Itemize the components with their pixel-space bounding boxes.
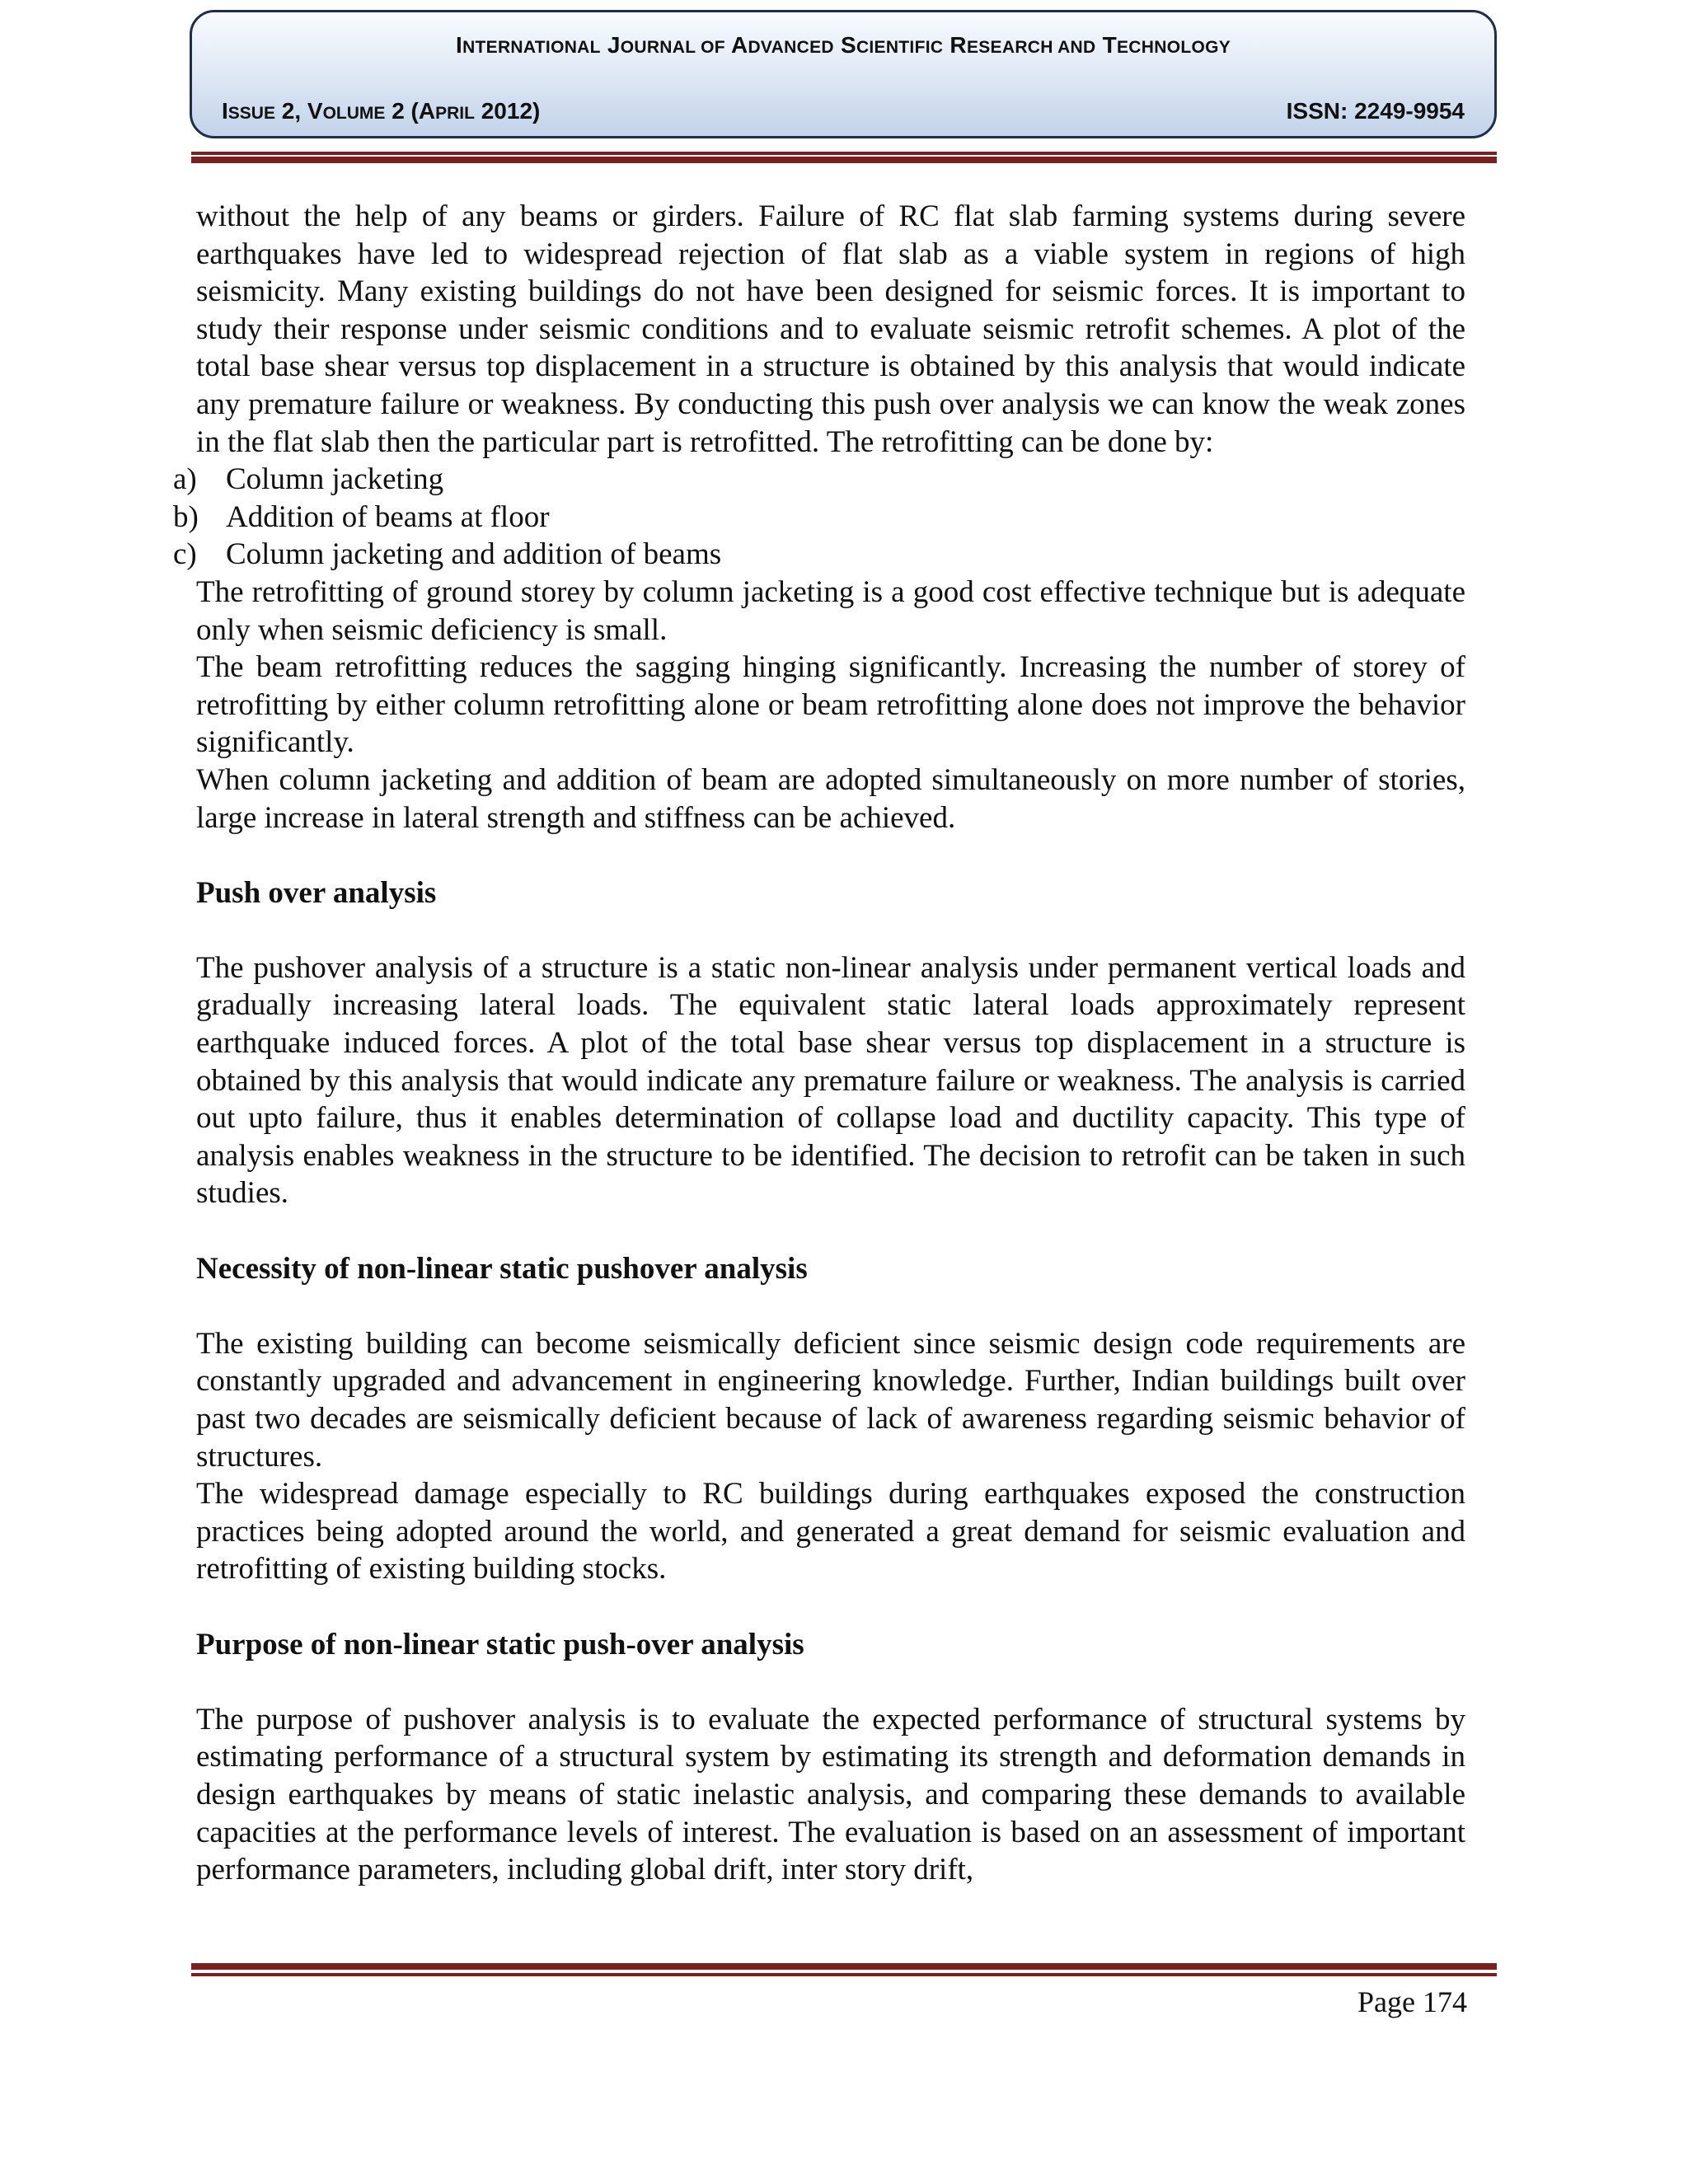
issn: ISSN: 2249-9954 — [1286, 98, 1465, 124]
footer-divider — [191, 1973, 1497, 1976]
paragraph-combined-retrofitting: When column jacketing and addition of beam are adopted simultaneously on more number of stories, large increase in lateral strength and stiffness can be achieved. — [196, 762, 1465, 835]
section-heading-purpose: Purpose of non-linear static push-over analysis — [196, 1627, 804, 1661]
list-marker: a) — [173, 462, 197, 497]
list-marker: c) — [173, 537, 197, 572]
header-divider-thick — [191, 157, 1497, 163]
list-marker: b) — [173, 499, 199, 534]
section-heading-push-over: Push over analysis — [196, 875, 437, 910]
page-number: Page 174 — [1357, 1985, 1467, 2018]
list-item — [173, 499, 1465, 537]
journal-header — [190, 10, 1497, 138]
paragraph-push-over: The pushover analysis of a structure is a static non-linear analysis under permanent vertical loads and gradually increasing lateral loads. The equivalent static lateral loads approximately represent earthquake induced forces. A plot of the total base shear versus top displacement in a structure is obtained by this analysis that would indicate any premature failure or weakness. The analysis is carried out upto failure, thus it enables determination of collapse load and ductility capacity. This type of analysis enables weakness in the structure to be identified. The decision to retrofit can be taken in such studies. — [196, 950, 1465, 1211]
list-item-text: Addition of beams at floor — [226, 499, 550, 534]
article-body — [173, 198, 1465, 1889]
paragraph-intro: without the help of any beams or girders. Failure of RC flat slab farming systems during severe earthquakes have led to widespread rejection of flat slab as a viable system in regions of high seismicity. Many existing buildings do not have been designed for seismic forces. It is important to study their response under seismic conditions and to evaluate seismic retrofit schemes. A plot of the total base shear versus top displacement in a structure is obtained by this analysis that would indicate any premature failure or weakness. By conducting this push over analysis we can know the weak zones in the flat slab then the particular part is retrofitted. The retrofitting can be done by: — [196, 199, 1465, 459]
list-item-text: Column jacketing and addition of beams — [226, 537, 722, 572]
journal-title: INTERNATIONAL JOURNAL OF ADVANCED SCIENTIFIC RESEARCH AND TECHNOLOGY — [455, 32, 1231, 58]
issue-volume: ISSUE 2, VOLUME 2 (APRIL 2012) — [222, 98, 541, 124]
header-divider — [191, 152, 1497, 155]
paragraph-necessity: The existing building can become seismically deficient since seismic design code requirements are constantly upgraded and advancement in engineering knowledge. Further, Indian buildings built over past two decades are seismically deficient because of lack of awareness regarding seismic behavior of structures. — [196, 1326, 1465, 1474]
paragraph-damage: The widespread damage especially to RC buildings during earthquakes exposed the construction practices being adopted around the world, and generated a great demand for seismic evaluation and retrofitting of existing building stocks. — [196, 1477, 1465, 1586]
paragraph-beam-retrofitting: The beam retrofitting reduces the sagging hinging significantly. Increasing the number of storey of retrofitting by either column retrofitting alone or beam retrofitting alone does not improve the behavior significantly. — [196, 650, 1465, 760]
section-heading-necessity: Necessity of non-linear static pushover analysis — [196, 1251, 808, 1286]
footer-divider-thick — [191, 1963, 1497, 1970]
list-item — [173, 461, 1465, 499]
paragraph-column-jacketing: The retrofitting of ground storey by column jacketing is a good cost effective technique but is adequate only when seismic deficiency is small. — [196, 574, 1465, 647]
paragraph-purpose: The purpose of pushover analysis is to evaluate the expected performance of structural systems by estimating performance of a structural system by estimating its strength and deformation demands in design earthquakes by means of static inelastic analysis, and comparing these demands to available capacities at the performance levels of interest. The evaluation is based on an assessment of important performance parameters, including global drift, inter story drift, — [196, 1702, 1465, 1887]
list-item — [173, 536, 1465, 574]
list-item-text: Column jacketing — [226, 462, 444, 497]
